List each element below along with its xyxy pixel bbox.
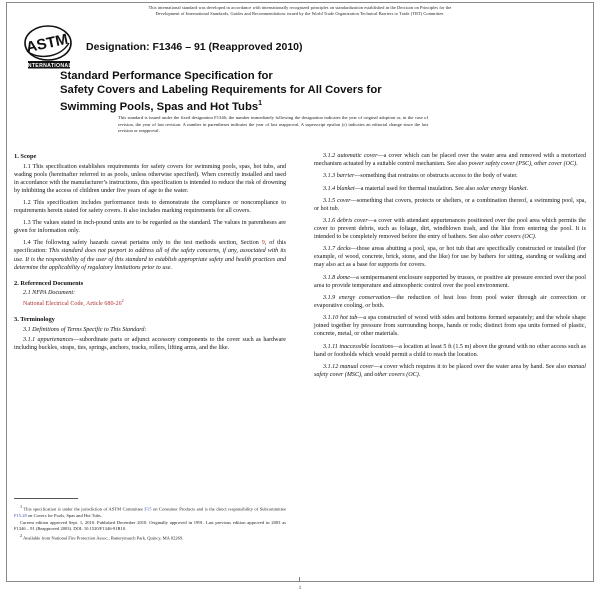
term-debris-cover: 3.1.6 debris cover [323, 218, 368, 225]
conjunction-3-1-12: , and [361, 371, 375, 378]
subcommittee-f1528-link[interactable]: F15.28 [14, 512, 27, 518]
page-frame-bottom [6, 581, 594, 582]
heading-referenced-documents: 2. Referenced Documents [14, 279, 84, 287]
term-blanket: 3.1.4 blanket [323, 185, 355, 192]
period-3-1-12: . [418, 371, 421, 378]
paragraph-3-1-1 [14, 336, 286, 352]
page-center-tick [299, 577, 300, 582]
definition-inaccessible-locations: —a location at least 5 ft (1.5 m) above the ground with no other access such as hand or footholds which would permit a child to reach the location. [314, 343, 586, 358]
title-line-3 [60, 97, 480, 114]
term-energy-conservation: 3.1.9 energy conservation [323, 294, 391, 301]
paragraph-3-1-7 [314, 245, 586, 269]
paragraph-3-1-11 [314, 343, 586, 359]
term-appurtenances: 3.1.1 appurtenances [23, 337, 74, 344]
paragraph-3-1-8 [314, 274, 586, 290]
left-column [14, 152, 286, 358]
crossref-other-covers-2: other covers (OC) [374, 371, 419, 378]
page-frame-right [593, 14, 594, 581]
crossref-manual-safety-cover: manual safety cover (MSC) [314, 363, 586, 378]
paragraph-3-1-12 [314, 363, 586, 379]
term-decks: 3.1.7 decks [323, 246, 351, 253]
paragraph-3-1-2 [314, 152, 586, 168]
definition-manual-cover: —a cover which requires it to be placed over the water area by hand. See also [373, 363, 568, 370]
period-3-1-2: . [576, 161, 578, 168]
definition-decks: —those areas abutting a pool, spa, or hot tub that are specifically constructed or installed (for example, of wood, concrete, brick, stone, and the like) for use by bathers for sitting, standing or walking and may also act as a base for supports for covers. [314, 246, 586, 269]
paragraph-3-1-6 [314, 217, 586, 241]
paragraph-3-1-5 [314, 197, 586, 213]
definition-debris-cover: —a cover with attendant appurtenances positioned over the pool area which permits the cover to prevent debris, such as foliage, dirt, windblown trash, and the like from entering the pool. It is intended to be completely removed before the entry of bathers. See also [314, 218, 586, 241]
title-line-3-text: Swimming Pools, Spas and Hot Tubs [60, 100, 259, 113]
definition-barrier: —something that restrains or obstructs access to the body of water. [354, 173, 518, 180]
tbt-notice-line-2: Development of International Standards, Guides and Recommendations issued by the World Trade Organization Technical Barriers to Trade (TBT) Committee. [155, 11, 445, 17]
crossref-power-safety-cover: power safety cover (PSC), other cover (OC) [468, 161, 577, 168]
crossref-other-covers: other covers (OC) [490, 234, 535, 241]
definition-blanket: —a material used for thermal insulation. See also [354, 185, 477, 192]
committee-f15-link[interactable]: F15 [144, 506, 152, 512]
term-automatic-cover: 3.1.2 automatic cover [323, 153, 378, 159]
definition-hot-tub: —a spa constructed of wood with sides and bottoms formed separately; and the whole shape joined together by pressure from surrounding hoops, hands or rods; distinct from spa units formed of plastic, concrete, metal, or other materials. [314, 315, 586, 338]
tbt-notice-box [6, 2, 594, 20]
footnote-2-text: Available from National Fire Protection Assoc., Batterymarch Park, Quincy, MA 02269. [22, 535, 184, 541]
paragraph-1-1: 1.1 This specification establishes requirements for safety covers for swimming pools, spas, hot tubs, and wading pools (hereinafter referred to as pools, unless otherwise specified). When correctly installed and used in accordance with the manufacturer’s instructions, this specification is intended to reduce the risk of drowning by inhibiting the access of children under five years of age to the water. [14, 163, 286, 194]
footnote-1-text-c: on Covers for Pools, Spas and Hot Tubs. [26, 512, 102, 518]
paragraph-3-1-4 [314, 185, 586, 193]
right-column [314, 152, 586, 379]
period-3-1-4: . [526, 185, 529, 192]
nec-footnote-marker: 2 [121, 298, 124, 304]
term-manual-cover: 3.1.12 manual cover [323, 363, 374, 370]
title-line-2: Safety Covers and Labeling Requirements for All Covers for [60, 83, 382, 96]
nfpa-reference-line [14, 297, 286, 308]
definition-cover: —something that covers, protects or shelters, or a combination thereof, a swimming pool, spa, or hot tub. [314, 197, 586, 212]
page-frame-left [6, 14, 7, 581]
footnote-1-edition-info: Current edition approved Sept. 1, 2010. Published December 2010. Originally approved in 1991. Last previous edition approved in 2003 as F1346 – 91 (Reapproved 2003). DOI: 10.1520/F1346-91R10. [14, 519, 286, 531]
paragraph-1-2: 1.2 This specification includes performance tests to demonstrate the compliance or noncompliance to requirements herein stated for safety covers. It also includes marking requirements for all covers. [14, 199, 286, 214]
nec-article-link[interactable]: National Electrical Code, Article 680-26 [23, 301, 122, 308]
period-3-1-6: . [534, 234, 537, 241]
paragraph-2-1-label: 2.1 NFPA Document: [23, 290, 76, 297]
svg-text:INTERNATIONAL: INTERNATIONAL [26, 63, 72, 69]
paragraph-3-1: 3.1 Definitions of Terms Specific to This Standard: [23, 326, 147, 333]
term-cover: 3.1.5 cover [323, 197, 351, 204]
definition-appurtenances: —subordinate parts or adjunct accessory components to the cover such as hardware including buckles, straps, ties, springs, anchors, tracks, rollers, lifting arms, and the like. [14, 337, 287, 352]
paragraph-3-1-3 [314, 172, 586, 180]
definition-dome: —a semipermanent enclosure supported by trusses, or positive air pressure erected over the pool area to provide temperature and atmospheric control over the pool environment. [314, 274, 586, 289]
designation-label: Designation: F1346 – 91 (Reapproved 2010) [86, 41, 303, 53]
page-title [60, 70, 480, 115]
heading-terminology: 3. Terminology [14, 316, 55, 324]
astm-logo-icon [22, 24, 76, 70]
title-line-1: Standard Performance Specification for [60, 70, 273, 82]
term-hot-tub: 3.1.10 hot tub [323, 315, 358, 322]
footnotes-block [14, 498, 286, 542]
term-dome: 3.1.8 dome [323, 274, 350, 281]
definition-automatic-cover: —a cover which can be placed over the water area and removed with a motorized mechanism actuated by a suitable control mechanism. See also [314, 153, 586, 168]
section-9-link[interactable]: 9 [261, 240, 265, 247]
footnote-1-text-a: This specification is under the jurisdiction of ASTM Committee [22, 506, 145, 512]
heading-scope: 1. Scope [14, 153, 37, 160]
paragraph-1-4-mid: , of this specification: [14, 240, 286, 255]
crossref-solar-energy-blanket: solar energy blanket [476, 185, 527, 192]
paragraph-1-4-pre: 1.4 The following safety hazards caveat pertains only to the test methods section, Section [23, 240, 262, 247]
footnote-1-marker: 1 [20, 504, 23, 509]
footnote-2-marker: 2 [20, 532, 23, 538]
paragraph-1-3: 1.3 The values stated in inch-pound units are to be regarded as the standard. The values in parentheses are given for information only. [14, 220, 286, 235]
definition-energy-conservation: —the reduction of heat loss from pool water through air convection or evaporative cooling, or both. [314, 294, 586, 310]
issuance-note: This standard is issued under the fixed designation F1346; the number immediately following the designation indicates the year of original adoption or, in the case of revision, the year of last revision. A number in parentheses indicates the year of last reapproval. A superscript epsilon (ε) indicates an editorial change since the last revision or reapproval. [118, 115, 428, 134]
footnote-separator-rule [14, 498, 78, 499]
paragraph-1-4-caveat: This standard does not purport to address all of the safety concerns, if any, associated with its use. It is the responsibility of the user of this standard to establish appropriate safety and health practices and determine the applicability of regulatory limitations prior to use. [14, 248, 286, 271]
paragraph-1-4 [14, 239, 286, 271]
svg-text:ASTM: ASTM [24, 30, 70, 57]
term-barrier: 3.1.3 barrier [323, 173, 355, 180]
footnote-1-text-b: on Consumer Products and is the direct responsibility of Subcommittee [151, 506, 286, 512]
paragraph-3-1-9 [314, 294, 586, 310]
footnote-2 [14, 533, 286, 542]
footnote-1 [14, 504, 286, 519]
tbt-notice-line-1: This international standard was developed in accordance with internationally recognized principles on standardization established in the Decision on Principles for the [148, 5, 452, 10]
paragraph-3-1-10 [314, 314, 586, 338]
title-footnote-marker: 1 [258, 100, 263, 108]
term-inaccessible-locations: 3.1.11 inaccessible locations [323, 343, 394, 350]
designation-row [22, 24, 303, 70]
page-number: 1 [298, 586, 302, 591]
